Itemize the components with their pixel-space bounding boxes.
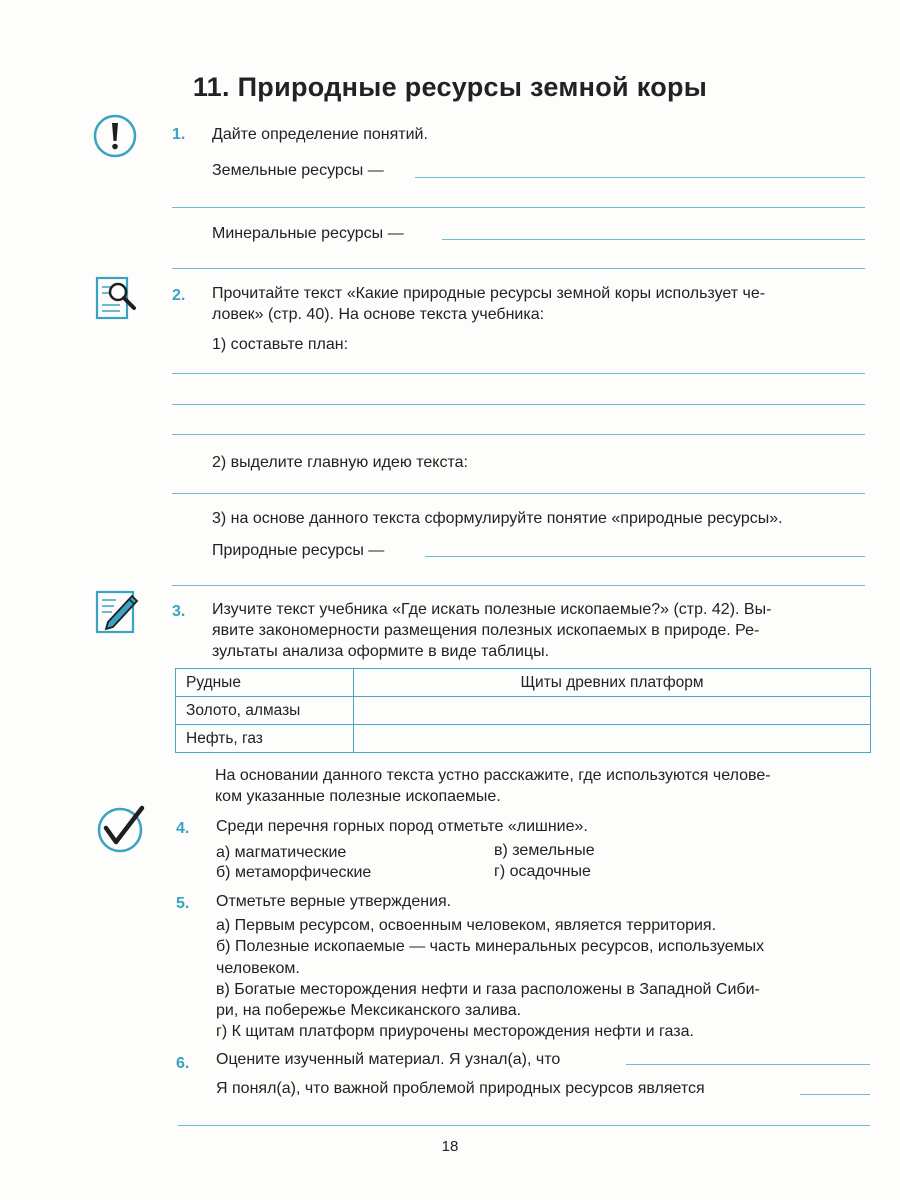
task5-prompt: Отметьте верные утверждения. — [216, 893, 452, 910]
task4-number: 4. — [176, 820, 190, 837]
table-cell: Золото, алмазы — [176, 697, 354, 725]
task3-number: 3. — [172, 603, 186, 620]
task5-statement-g[interactable]: г) К щитам платформ приурочены месторождения нефти и газа. — [216, 1023, 694, 1040]
answer-line[interactable] — [442, 239, 865, 240]
table-cell-empty[interactable] — [354, 697, 871, 725]
task1-term-land: Земельные ресурсы — — [212, 162, 384, 179]
task1-number: 1. — [172, 126, 186, 143]
answer-line[interactable] — [172, 434, 865, 435]
task3-after-line2: ком указанные полезные ископаемые. — [215, 788, 501, 805]
task2-prompt-line2: ловек» (стр. 40). На основе текста учебника: — [212, 306, 545, 323]
page-title: 11. Природные ресурсы земной коры — [192, 72, 708, 102]
answer-line[interactable] — [425, 556, 865, 557]
exclamation-icon — [92, 113, 138, 159]
task4-option-a[interactable]: а) магматические — [216, 844, 347, 861]
task3-prompt-line2: явите закономерности размещения полезных ископаемых в природе. Ре- — [212, 622, 760, 639]
table-cell: Щиты древних платформ — [354, 669, 871, 697]
task5-number: 5. — [176, 895, 190, 912]
task5-statement-a[interactable]: а) Первым ресурсом, освоенным человеком, является территория. — [216, 917, 717, 934]
table-cell-empty[interactable] — [354, 725, 871, 753]
task2-prompt-line1: Прочитайте текст «Какие природные ресурсы земной коры использует че- — [212, 285, 766, 302]
task4-option-b[interactable]: б) метаморфические — [216, 864, 372, 881]
task4-option-g[interactable]: г) осадочные — [494, 863, 591, 880]
task4-option-v[interactable]: в) земельные — [494, 842, 595, 859]
pencil-icon — [94, 588, 142, 636]
answer-line[interactable] — [800, 1094, 870, 1095]
task4-prompt: Среди перечня горных пород отметьте «лишние». — [216, 818, 588, 835]
checkmark-icon — [94, 802, 150, 854]
task5-statement-b-line2[interactable]: человеком. — [216, 960, 300, 977]
answer-line[interactable] — [172, 493, 865, 494]
task2-sub3: 3) на основе данного текста сформулируйте понятие «природные ресурсы». — [212, 510, 783, 527]
answer-line[interactable] — [172, 404, 865, 405]
task1-prompt: Дайте определение понятий. — [212, 126, 428, 143]
task3-after-line1: На основании данного текста устно расскажите, где используются челове- — [215, 767, 771, 784]
analysis-table — [175, 668, 871, 753]
task3-prompt-line3: зультаты анализа оформите в виде таблицы. — [212, 643, 550, 660]
task2-term: Природные ресурсы — — [212, 542, 385, 559]
answer-line[interactable] — [415, 177, 865, 178]
task5-statement-v-line2[interactable]: ри, на побережье Мексиканского залива. — [216, 1002, 522, 1019]
task5-statement-b-line1[interactable]: б) Полезные ископаемые — часть минеральных ресурсов, используемых — [216, 938, 765, 955]
task1-term-mineral: Минеральные ресурсы — — [212, 225, 404, 242]
task6-number: 6. — [176, 1055, 190, 1072]
answer-line[interactable] — [178, 1125, 870, 1126]
task3-prompt-line1: Изучите текст учебника «Где искать полезные ископаемые?» (стр. 42). Вы- — [212, 601, 772, 618]
answer-line[interactable] — [172, 585, 865, 586]
table-row — [176, 725, 871, 753]
task2-number: 2. — [172, 287, 186, 304]
task2-sub1: 1) составьте план: — [212, 336, 349, 353]
table-cell: Нефть, газ — [176, 725, 354, 753]
answer-line[interactable] — [172, 207, 865, 208]
task5-statement-v-line1[interactable]: в) Богатые месторождения нефти и газа расположены в Западной Сиби- — [216, 981, 760, 998]
answer-line[interactable] — [626, 1064, 870, 1065]
magnifier-icon — [94, 275, 140, 323]
table-row — [176, 697, 871, 725]
task2-sub2: 2) выделите главную идею текста: — [212, 454, 468, 471]
table-row — [176, 669, 871, 697]
page-number: 18 — [441, 1138, 459, 1155]
table-cell: Рудные — [176, 669, 354, 697]
task6-line2: Я понял(а), что важной проблемой природных ресурсов является — [216, 1080, 705, 1097]
answer-line[interactable] — [172, 373, 865, 374]
answer-line[interactable] — [172, 268, 865, 269]
task6-line1: Оцените изученный материал. Я узнал(а), что — [216, 1051, 561, 1068]
